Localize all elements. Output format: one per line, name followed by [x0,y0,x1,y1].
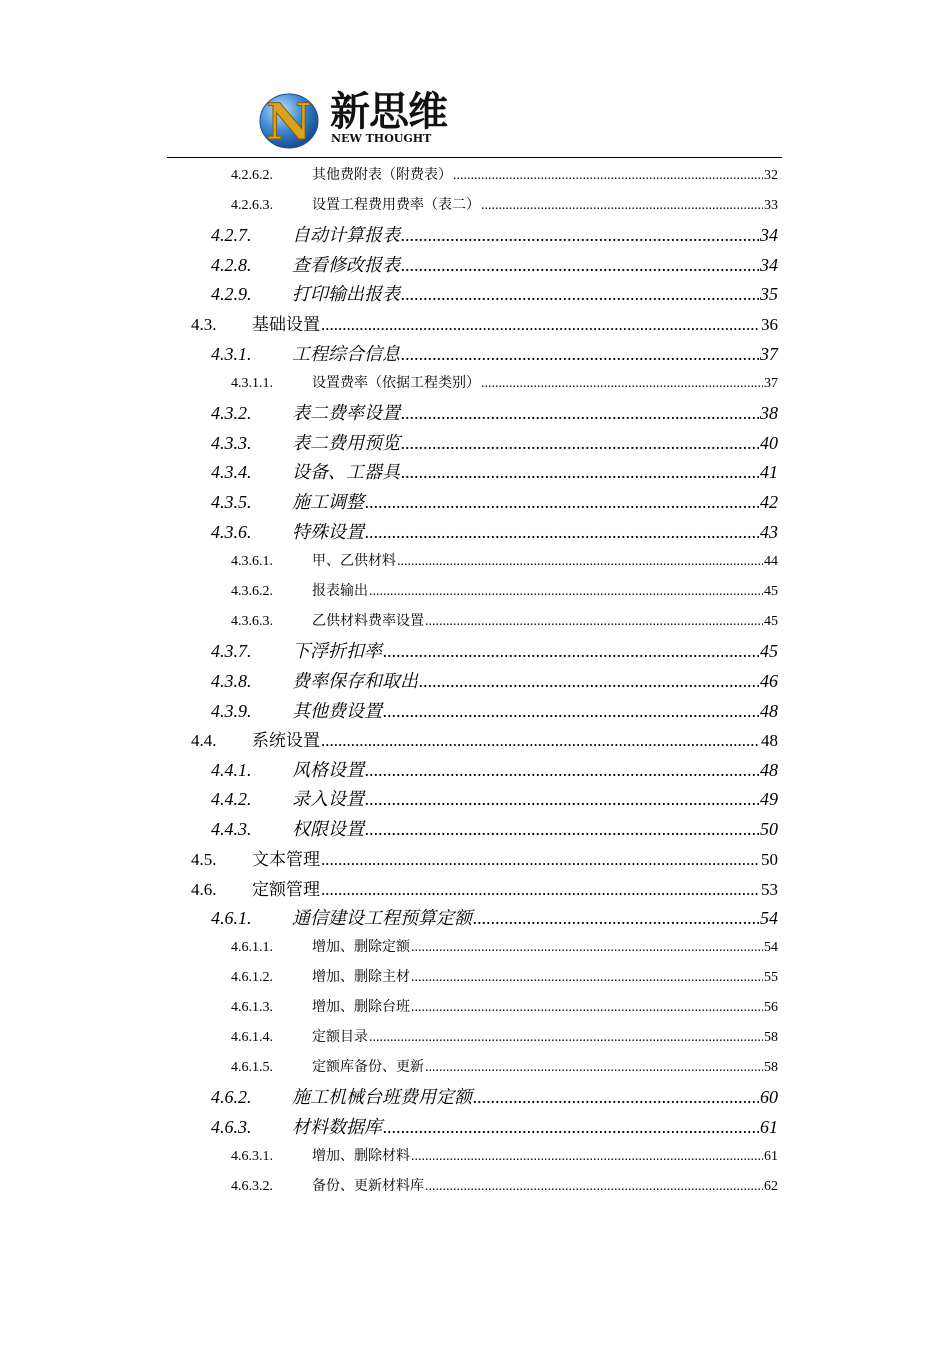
toc-leader-dots [411,1149,763,1165]
toc-entry-page: 62 [764,1179,778,1194]
toc-entry-title: 定额目录 [312,1030,368,1045]
toc-entry[interactable] [191,845,778,870]
toc-entry-title: 施工机械台班费用定额 [292,1087,472,1107]
toc-leader-dots [401,403,759,424]
toc-entry[interactable] [211,518,778,544]
toc-entry-title: 其他费设置 [292,701,382,721]
toc-entry-page: 60 [760,1087,778,1107]
toc-leader-dots [401,344,759,365]
toc-leader-dots [481,198,763,214]
toc-entry[interactable] [231,1175,778,1195]
toc-entry-page: 54 [760,908,778,928]
toc-leader-dots [365,522,759,543]
toc-entry-page: 33 [764,198,778,213]
toc-entry-page: 50 [760,819,778,839]
toc-entry-page: 43 [760,522,778,542]
toc-entry-number: 4.2.6.3. [231,198,273,213]
toc-entry-title: 打印输出报表 [292,284,400,304]
toc-entry-page: 56 [764,1000,778,1015]
toc-entry-title: 系统设置 [252,731,320,750]
toc-entry[interactable] [211,458,778,484]
toc-entry-title: 风格设置 [292,760,364,780]
toc-entry-number: 4.3. [191,315,217,334]
toc-entry-number: 4.6. [191,880,217,899]
toc-entry-page: 46 [760,671,778,691]
toc-entry-number: 4.3.1.1. [231,376,273,391]
toc-entry-title: 自动计算报表 [292,225,400,245]
toc-leader-dots [401,433,759,454]
logo-chinese-name: 新思维 [330,89,447,135]
toc-entry-number: 4.5. [191,850,217,869]
toc-entry-number: 4.3.4. [211,462,252,482]
toc-entry-number: 4.6.3.2. [231,1179,273,1194]
toc-entry-title: 乙供材料费率设置 [312,614,424,629]
toc-entry-title: 表二费率设置 [292,403,400,423]
toc-entry-number: 4.4.2. [211,789,252,809]
toc-entry-number: 4.3.2. [211,403,252,423]
toc-entry-title: 工程综合信息 [292,344,400,364]
toc-leader-dots [401,284,759,305]
toc-entry[interactable] [231,372,778,392]
toc-leader-dots [411,970,763,986]
toc-entry-title: 增加、删除台班 [312,1000,410,1015]
logo-letter: N [266,92,312,150]
toc-entry-page: 41 [760,462,778,482]
toc-leader-dots [425,1060,763,1076]
toc-entry-number: 4.3.8. [211,671,252,691]
toc-entry[interactable] [211,785,778,811]
toc-entry-page: 42 [760,492,778,512]
toc-entry[interactable] [211,399,778,425]
toc-entry-page: 58 [764,1060,778,1075]
toc-entry-number: 4.3.6.1. [231,554,273,569]
toc-entry-title: 特殊设置 [292,522,364,542]
toc-entry-page: 49 [760,789,778,809]
toc-entry[interactable] [211,1113,778,1139]
toc-entry[interactable] [211,904,778,930]
toc-entry-page: 55 [764,970,778,985]
toc-entry-title: 设置费率（依据工程类别） [312,376,480,391]
toc-entry[interactable] [231,1056,778,1076]
toc-entry[interactable] [191,310,778,335]
toc-entry[interactable] [211,1083,778,1109]
toc-leader-dots [321,850,760,870]
toc-entry-title: 增加、删除主材 [312,970,410,985]
toc-entry[interactable] [231,996,778,1016]
toc-entry[interactable] [231,936,778,956]
toc-entry-page: 32 [764,168,778,183]
toc-entry-page: 45 [764,614,778,629]
toc-entry-number: 4.3.7. [211,641,252,661]
toc-entry-number: 4.6.1. [211,908,252,928]
logo-english-name: NEW THOUGHT [331,132,432,145]
toc-entry[interactable] [231,1145,778,1165]
toc-entry-title: 表二费用预览 [292,433,400,453]
toc-entry-title: 报表输出 [312,584,368,599]
toc-entry[interactable] [211,488,778,514]
toc-entry-number: 4.6.3.1. [231,1149,273,1164]
toc-entry-page: 36 [761,315,778,334]
toc-entry-title: 增加、删除材料 [312,1149,410,1164]
toc-entry[interactable] [231,164,778,184]
toc-entry-number: 4.6.2. [211,1087,252,1107]
toc-leader-dots [369,1030,763,1046]
toc-entry[interactable] [211,756,778,782]
toc-entry-title: 设置工程费用费率（表二） [312,198,480,213]
toc-leader-dots [411,1000,763,1016]
toc-leader-dots [383,701,759,722]
toc-entry[interactable] [211,280,778,306]
toc-leader-dots [365,789,759,810]
toc-entry-number: 4.4.1. [211,760,252,780]
toc-entry-number: 4.3.6.2. [231,584,273,599]
toc-entry-number: 4.4. [191,731,217,750]
toc-entry[interactable] [211,667,778,693]
toc-entry-page: 45 [760,641,778,661]
toc-entry-title: 录入设置 [292,789,364,809]
toc-entry-title: 施工调整 [292,492,364,512]
toc-entry-page: 38 [760,403,778,423]
toc-leader-dots [369,584,763,600]
toc-leader-dots [321,315,760,335]
toc-entry-title: 定额管理 [252,880,320,899]
toc-leader-dots [411,940,763,956]
toc-entry-title: 下浮折扣率 [292,641,382,661]
toc-entry-page: 34 [760,225,778,245]
toc-entry-number: 4.2.7. [211,225,252,245]
toc-entry-title: 其他费附表（附费表） [312,168,452,183]
toc-entry-page: 35 [760,284,778,304]
toc-entry-page: 44 [764,554,778,569]
toc-leader-dots [425,614,763,630]
toc-leader-dots [383,1117,759,1138]
toc-entry-page: 37 [760,344,778,364]
toc-entry[interactable] [211,429,778,455]
toc-entry[interactable] [211,251,778,277]
toc-entry-page: 48 [761,731,778,750]
toc-leader-dots [453,168,763,184]
toc-leader-dots [401,462,759,483]
toc-entry-page: 50 [761,850,778,869]
toc-entry[interactable] [191,875,778,900]
toc-entry-title: 材料数据库 [292,1117,382,1137]
toc-leader-dots [419,671,759,692]
toc-entry[interactable] [231,966,778,986]
toc-leader-dots [365,819,759,840]
toc-entry[interactable] [231,1026,778,1046]
toc-entry-title: 权限设置 [292,819,364,839]
toc-entry-number: 4.6.1.4. [231,1030,273,1045]
toc-leader-dots [383,641,759,662]
toc-entry-page: 48 [760,760,778,780]
toc-entry-title: 增加、删除定额 [312,940,410,955]
toc-entry-number: 4.3.9. [211,701,252,721]
toc-entry-title: 基础设置 [252,315,320,334]
toc-entry-title: 甲、乙供材料 [312,554,396,569]
toc-entry[interactable] [231,550,778,570]
toc-leader-dots [365,760,759,781]
toc-entry-number: 4.3.3. [211,433,252,453]
header-divider [167,157,782,158]
toc-entry-page: 40 [760,433,778,453]
toc-leader-dots [321,731,760,751]
toc-entry[interactable] [211,221,778,247]
toc-entry-title: 备份、更新材料库 [312,1179,424,1194]
toc-entry-page: 53 [761,880,778,899]
toc-entry-title: 文本管理 [252,850,320,869]
toc-entry[interactable] [211,340,778,366]
toc-entry-title: 查看修改报表 [292,255,400,275]
toc-entry-title: 通信建设工程预算定额 [292,908,472,928]
toc-entry-page: 48 [760,701,778,721]
toc-entry[interactable] [211,815,778,841]
toc-entry-number: 4.2.8. [211,255,252,275]
toc-entry[interactable] [211,637,778,663]
toc-entry-page: 54 [764,940,778,955]
toc-leader-dots [321,880,760,900]
toc-entry[interactable] [191,726,778,751]
toc-entry-number: 4.6.1.2. [231,970,273,985]
toc-entry-number: 4.4.3. [211,819,252,839]
toc-leader-dots [401,255,759,276]
toc-leader-dots [397,554,763,570]
toc-entry-number: 4.3.1. [211,344,252,364]
toc-entry-page: 61 [764,1149,778,1164]
toc-entry-number: 4.6.3. [211,1117,252,1137]
toc-entry-title: 设备、工器具 [292,462,400,482]
toc-leader-dots [425,1179,763,1195]
globe-logo-icon [258,92,320,150]
toc-entry-page: 61 [760,1117,778,1137]
toc-leader-dots [365,492,759,513]
toc-leader-dots [481,376,763,392]
toc-entry[interactable] [231,580,778,600]
toc-leader-dots [473,908,759,929]
toc-entry-number: 4.2.9. [211,284,252,304]
toc-entry-number: 4.2.6.2. [231,168,273,183]
toc-entry-page: 37 [764,376,778,391]
toc-entry-page: 45 [764,584,778,599]
toc-leader-dots [401,225,759,246]
toc-entry-title: 定额库备份、更新 [312,1060,424,1075]
toc-entry[interactable] [211,697,778,723]
toc-entry-number: 4.3.6.3. [231,614,273,629]
toc-entry-title: 费率保存和取出 [292,671,418,691]
toc-entry[interactable] [231,194,778,214]
toc-entry-page: 58 [764,1030,778,1045]
toc-entry-number: 4.6.1.3. [231,1000,273,1015]
toc-entry-number: 4.3.5. [211,492,252,512]
toc-entry-page: 34 [760,255,778,275]
toc-leader-dots [473,1087,759,1108]
toc-entry-number: 4.6.1.1. [231,940,273,955]
toc-entry-number: 4.6.1.5. [231,1060,273,1075]
company-logo [258,89,458,152]
toc-entry-number: 4.3.6. [211,522,252,542]
toc-entry[interactable] [231,610,778,630]
